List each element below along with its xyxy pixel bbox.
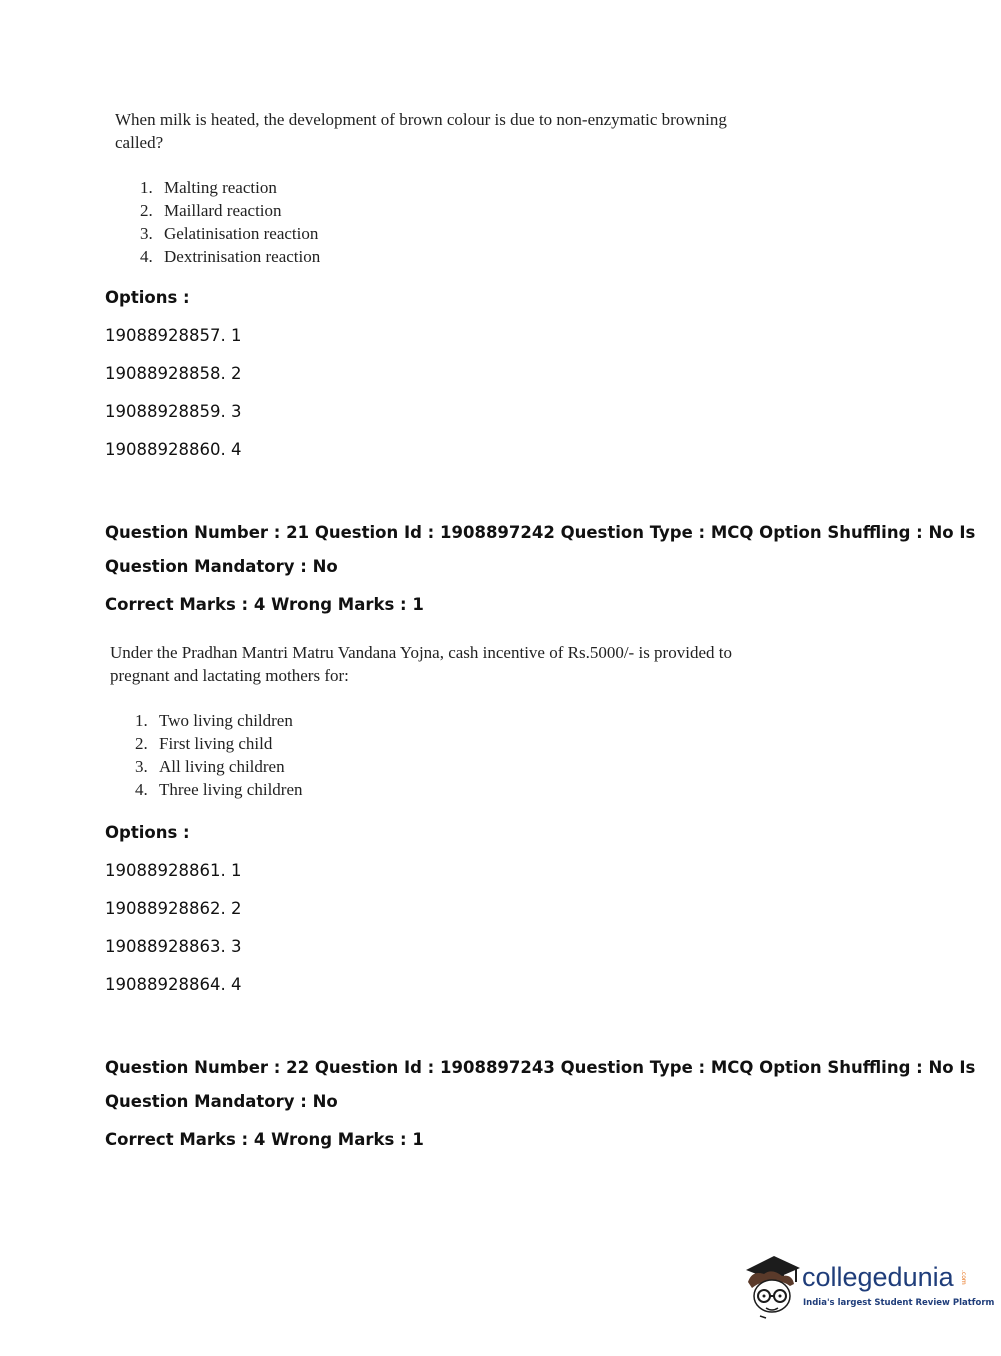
options-label: Options :	[105, 823, 190, 842]
question-image	[115, 108, 735, 268]
question-mandatory: Question Mandatory : No	[105, 1092, 338, 1111]
option-id: 19088928864. 4	[105, 975, 242, 994]
question-marks: Correct Marks : 4 Wrong Marks : 1	[105, 1130, 424, 1149]
option-id: 19088928861. 1	[105, 861, 242, 880]
list-item: 2. Maillard reaction	[140, 201, 282, 220]
list-item: 4. Dextrinisation reaction	[140, 247, 321, 266]
list-item: 3. All living children	[135, 757, 285, 776]
option-id: 19088928862. 2	[105, 899, 242, 918]
list-item: 2. First living child	[135, 734, 273, 753]
collegedunia-logo	[742, 1248, 995, 1320]
mascot-icon	[742, 1248, 802, 1320]
option-id: 19088928857. 1	[105, 326, 242, 345]
option-id: 19088928859. 3	[105, 402, 242, 421]
question-image	[110, 641, 740, 801]
options-label: Options :	[105, 288, 190, 307]
question-mandatory: Question Mandatory : No	[105, 557, 338, 576]
list-item: 1. Malting reaction	[140, 178, 277, 197]
question-marks: Correct Marks : 4 Wrong Marks : 1	[105, 595, 424, 614]
option-id: 19088928858. 2	[105, 364, 242, 383]
option-id: 19088928863. 3	[105, 937, 242, 956]
list-item: 4. Three living children	[135, 780, 303, 799]
question-header: Question Number : 21 Question Id : 1908897242 Question Type : MCQ Option Shuffling : No Is	[105, 523, 976, 542]
logo-tagline: India's largest Student Review Platform	[803, 1298, 995, 1308]
logo-suffix: .com	[960, 1270, 967, 1285]
list-item: 3. Gelatinisation reaction	[140, 224, 319, 243]
option-id: 19088928860. 4	[105, 440, 242, 459]
question-header: Question Number : 22 Question Id : 1908897243 Question Type : MCQ Option Shuffling : No Is	[105, 1058, 976, 1077]
choice-list	[140, 176, 735, 268]
choice-list	[135, 709, 740, 801]
logo-brand: collegedunia	[802, 1262, 954, 1292]
question-text: Under the Pradhan Mantri Matru Vandana Yojna, cash incentive of Rs.5000/- is provided to pregnant and lactating mothers for:	[110, 643, 732, 685]
list-item: 1. Two living children	[135, 711, 293, 730]
question-text: When milk is heated, the development of brown colour is due to non-enzymatic browning called?	[115, 110, 727, 152]
